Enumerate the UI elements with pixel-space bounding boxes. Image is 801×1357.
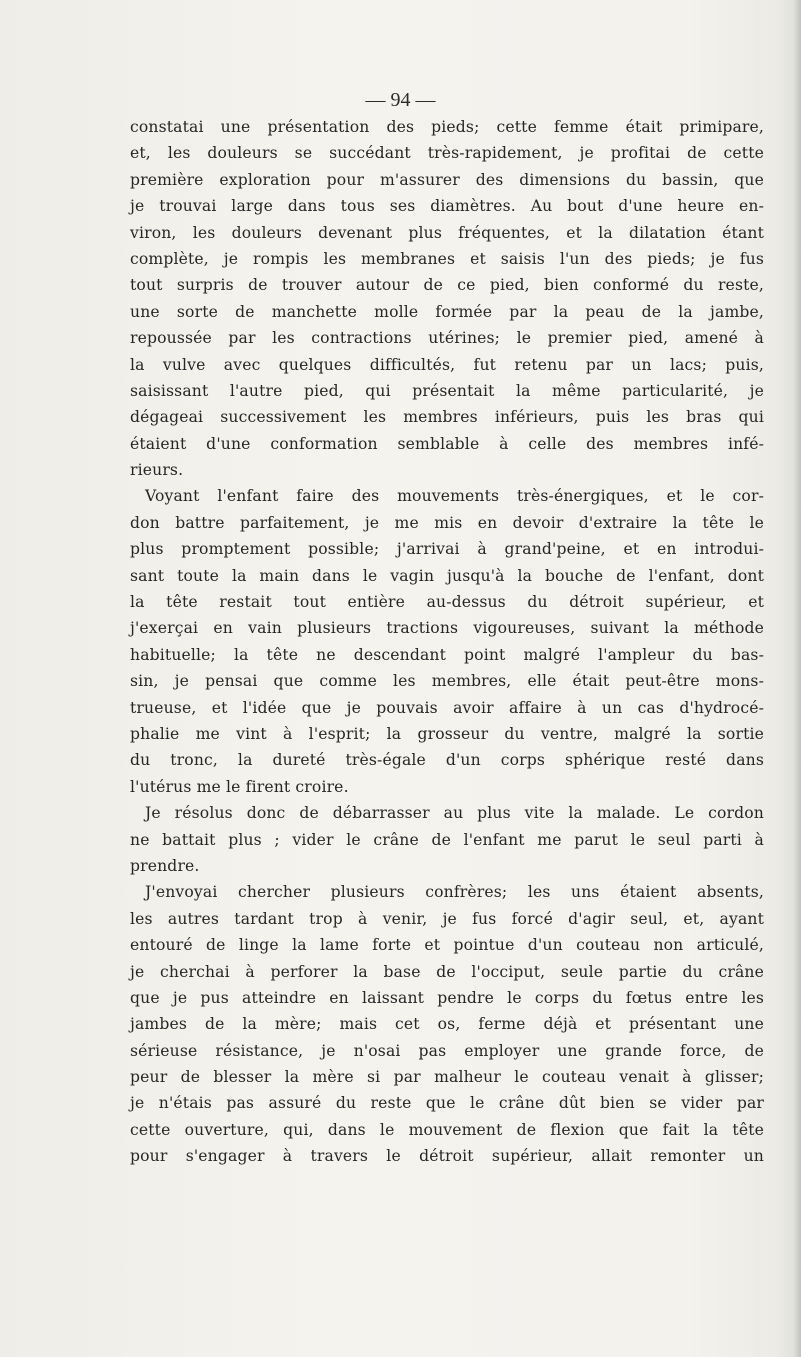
text-line: que je pus atteindre en laissant pendre le corps du fœtus entre les xyxy=(130,988,764,1007)
text-line: prendre. xyxy=(130,856,200,875)
text-line: phalie me vint à l'esprit; la grosseur du ventre, malgré la sortie xyxy=(130,724,764,743)
text-line: saisissant l'autre pied, qui présentait la même particularité, je xyxy=(130,381,764,400)
text-line: je cherchai à perforer la base de l'occiput, seule partie du crâne xyxy=(130,962,764,981)
text-line: je n'étais pas assuré du reste que le crâne dût bien se vider par xyxy=(130,1094,764,1113)
text-line: entouré de linge la lame forte et pointue d'un couteau non articulé, xyxy=(130,936,764,955)
text-line: repoussée par les contractions utérines; le premier pied, amené à xyxy=(130,329,764,348)
page-edge-shadow xyxy=(793,0,801,1357)
text-line: sin, je pensai que comme les membres, elle était peut-être mons- xyxy=(130,672,764,691)
text-line: Voyant l'enfant faire des mouvements très-énergiques, et le cor- xyxy=(145,487,764,506)
text-line: la tête restait tout entière au-dessus du détroit supérieur, et xyxy=(130,593,764,612)
text-line: la vulve avec quelques difficultés, fut retenu par un lacs; puis, xyxy=(130,355,764,374)
text-line: don battre parfaitement, je me mis en devoir d'extraire la tête le xyxy=(130,513,764,532)
text-line: les autres tardant trop à venir, je fus forcé d'agir seul, et, ayant xyxy=(130,909,764,928)
text-line: viron, les douleurs devenant plus fréquentes, et la dilatation étant xyxy=(130,223,764,242)
text-line: dégageai successivement les membres inférieurs, puis les bras qui xyxy=(130,408,764,427)
text-line: Je résolus donc de débarrasser au plus vite la malade. Le cordon xyxy=(145,804,764,823)
page-number: — 94 — xyxy=(365,89,436,111)
body-text xyxy=(130,114,764,1170)
text-line: tout surpris de trouver autour de ce pied, bien conformé du reste, xyxy=(130,276,764,295)
text-line: habituelle; la tête ne descendant point malgré l'ampleur du bas- xyxy=(130,645,764,664)
text-line: complète, je rompis les membranes et saisis l'un des pieds; je fus xyxy=(130,249,764,268)
text-line: une sorte de manchette molle formée par la peau de la jambe, xyxy=(130,302,764,321)
text-line: j'exerçai en vain plusieurs tractions vigoureuses, suivant la méthode xyxy=(130,619,764,638)
text-line: sérieuse résistance, je n'osai pas employer une grande force, de xyxy=(130,1041,764,1060)
text-line: J'envoyai chercher plusieurs confrères; les uns étaient absents, xyxy=(145,883,764,902)
text-line: sant toute la main dans le vagin jusqu'à la bouche de l'enfant, dont xyxy=(130,566,764,585)
text-line: cette ouverture, qui, dans le mouvement de flexion que fait la tête xyxy=(130,1120,764,1139)
text-line: du tronc, la dureté très-égale d'un corps sphérique resté dans xyxy=(130,751,764,770)
text-line: étaient d'une conformation semblable à celle des membres infé- xyxy=(130,434,764,453)
text-line: constatai une présentation des pieds; cette femme était primipare, xyxy=(130,118,764,136)
text-line: ne battait plus ; vider le crâne de l'enfant me parut le seul parti à xyxy=(130,830,764,849)
text-line: l'utérus me le firent croire. xyxy=(130,777,349,796)
text-line: et, les douleurs se succédant très-rapidement, je profitai de cette xyxy=(130,144,764,163)
text-line: plus promptement possible; j'arrivai à grand'peine, et en introdui- xyxy=(130,540,764,559)
text-line: première exploration pour m'assurer des dimensions du bassin, que xyxy=(130,170,764,189)
text-line: trueuse, et l'idée que je pouvais avoir affaire à un cas d'hydrocé- xyxy=(130,698,764,717)
text-line: je trouvai large dans tous ses diamètres. Au bout d'une heure en- xyxy=(130,197,764,216)
text-line: peur de blesser la mère si par malheur le couteau venait à glisser; xyxy=(130,1068,764,1087)
text-line: pour s'engager à travers le détroit supérieur, allait remonter un xyxy=(130,1147,764,1166)
text-line: jambes de la mère; mais cet os, ferme déjà et présentant une xyxy=(130,1015,764,1034)
text-line: rieurs. xyxy=(130,461,184,480)
